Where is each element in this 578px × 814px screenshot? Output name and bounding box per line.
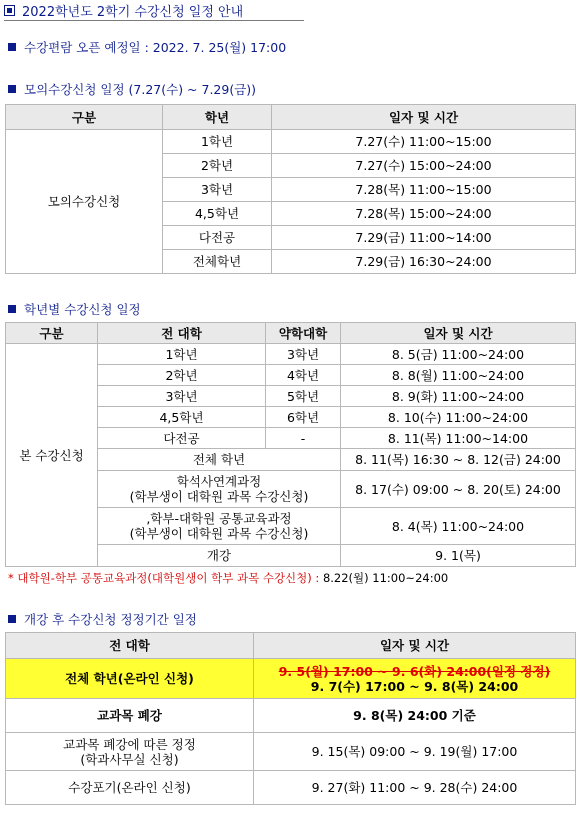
square-bullet-icon	[8, 85, 16, 93]
table-header-row	[6, 633, 576, 659]
header-category: 구분	[6, 105, 163, 130]
table-header-row	[6, 323, 576, 344]
table-row	[6, 344, 576, 365]
time-cell: 8. 10(수) 11:00~24:00	[341, 407, 576, 428]
cancel-adjust-sublabel: (학과사무실 신청)	[80, 751, 179, 767]
grade-cell: 3학년	[98, 386, 266, 407]
footnote-text: * 대학원-학부 공통교육과정(대학원생이 학부 과목 수강신청) :	[8, 571, 323, 585]
footnote-time: 8.22(월) 11:00~24:00	[322, 571, 449, 585]
time-cell: 9. 8(목) 24:00 기준	[254, 699, 576, 733]
grade-cell: 전체학년	[163, 250, 272, 274]
time-cell: 8. 11(목) 16:30 ~ 8. 12(금) 24:00	[341, 449, 576, 471]
main-category-cell: 본 수강신청	[6, 344, 98, 567]
header-grade: 학년	[163, 105, 272, 130]
footnote	[8, 570, 448, 586]
semester-start-cell: 개강	[98, 545, 341, 567]
page-title-text: 2022학년도 2학기 수강신청 일정 안내	[22, 4, 244, 20]
common-program-label: ,학부-대학원 공통교육과정	[146, 511, 292, 526]
checkbox-square-icon	[4, 5, 15, 16]
square-bullet-icon	[8, 43, 16, 51]
table-row	[6, 659, 576, 699]
time-cell: 8. 9(화) 11:00~24:00	[341, 386, 576, 407]
adjust-heading	[8, 610, 197, 628]
table-row	[6, 771, 576, 805]
common-program-sublabel: (학부생이 대학원 과목 수강신청)	[129, 526, 309, 541]
cancel-adjust-label: 교과목 폐강에 따른 정정	[63, 736, 196, 752]
header-time: 일자 및 시간	[272, 105, 576, 130]
linked-program-sublabel: (학부생이 대학원 과목 수강신청)	[129, 489, 309, 504]
time-cell: 8. 5(금) 11:00~24:00	[341, 344, 576, 365]
grade-cell: 4,5학년	[98, 407, 266, 428]
grade-cell: 2학년	[163, 154, 272, 178]
adjust-heading-text: 개강 후 수강신청 정정기간 일정	[24, 612, 197, 627]
table-row	[6, 130, 576, 154]
all-grades-cell: 전체 학년	[98, 449, 341, 471]
square-bullet-icon	[8, 305, 16, 313]
time-cell: 7.29(금) 11:00~14:00	[272, 226, 576, 250]
header-all-colleges: 전 대학	[98, 323, 266, 344]
withdraw-label: 수강포기(온라인 신청)	[6, 771, 254, 805]
mock-heading	[8, 80, 256, 98]
pharmacy-grade-cell: -	[266, 428, 341, 449]
main-heading	[8, 300, 141, 318]
struck-schedule: 9. 5(월) 17:00 ~ 9. 6(화) 24:00(일정 정정)	[278, 663, 551, 679]
time-cell: 8. 17(수) 09:00 ~ 8. 20(토) 24:00	[341, 471, 576, 508]
header-all-colleges: 전 대학	[6, 633, 254, 659]
pharmacy-grade-cell: 6학년	[266, 407, 341, 428]
pharmacy-grade-cell: 5학년	[266, 386, 341, 407]
linked-program-cell	[98, 471, 341, 508]
mock-schedule-table	[5, 104, 576, 274]
open-notice	[8, 38, 286, 56]
table-row	[6, 733, 576, 771]
corrected-schedule: 9. 7(수) 17:00 ~ 9. 8(목) 24:00	[310, 678, 519, 694]
time-cell	[254, 659, 576, 699]
time-cell: 8. 4(목) 11:00~24:00	[341, 508, 576, 545]
grade-cell: 4,5학년	[163, 202, 272, 226]
course-cancel-label: 교과목 폐강	[6, 699, 254, 733]
grade-cell: 2학년	[98, 365, 266, 386]
pharmacy-grade-cell: 3학년	[266, 344, 341, 365]
time-cell: 9. 15(목) 09:00 ~ 9. 19(월) 17:00	[254, 733, 576, 771]
table-row	[6, 699, 576, 733]
time-cell: 8. 11(목) 11:00~14:00	[341, 428, 576, 449]
mock-heading-text: 모의수강신청 일정 (7.27(수) ~ 7.29(금))	[24, 82, 257, 97]
grade-cell: 3학년	[163, 178, 272, 202]
main-heading-text: 학년별 수강신청 일정	[24, 302, 141, 317]
time-cell: 7.28(목) 15:00~24:00	[272, 202, 576, 226]
mock-category-cell: 모의수강신청	[6, 130, 163, 274]
pharmacy-grade-cell: 4학년	[266, 365, 341, 386]
table-header-row	[6, 105, 576, 130]
grade-cell: 다전공	[98, 428, 266, 449]
time-cell: 9. 1(목)	[341, 545, 576, 567]
time-cell: 7.29(금) 16:30~24:00	[272, 250, 576, 274]
adjust-schedule-table	[5, 632, 576, 805]
grade-cell: 다전공	[163, 226, 272, 250]
main-schedule-table	[5, 322, 576, 567]
linked-program-label: 학석사연계과정	[176, 474, 262, 489]
time-cell: 9. 27(화) 11:00 ~ 9. 28(수) 24:00	[254, 771, 576, 805]
grade-cell: 1학년	[163, 130, 272, 154]
cancel-adjust-cell	[6, 733, 254, 771]
time-cell: 7.27(수) 15:00~24:00	[272, 154, 576, 178]
time-cell: 8. 8(월) 11:00~24:00	[341, 365, 576, 386]
time-cell: 7.28(목) 11:00~15:00	[272, 178, 576, 202]
open-notice-text: 수강편람 오픈 예정일 : 2022. 7. 25(월) 17:00	[24, 40, 287, 55]
grade-cell: 1학년	[98, 344, 266, 365]
header-pharmacy: 약학대학	[266, 323, 341, 344]
header-time: 일자 및 시간	[341, 323, 576, 344]
header-category: 구분	[6, 323, 98, 344]
square-bullet-icon	[8, 615, 16, 623]
common-program-cell	[98, 508, 341, 545]
page-title	[4, 0, 304, 21]
online-adjust-label: 전체 학년(온라인 신청)	[6, 659, 254, 699]
header-time: 일자 및 시간	[254, 633, 576, 659]
time-cell: 7.27(수) 11:00~15:00	[272, 130, 576, 154]
